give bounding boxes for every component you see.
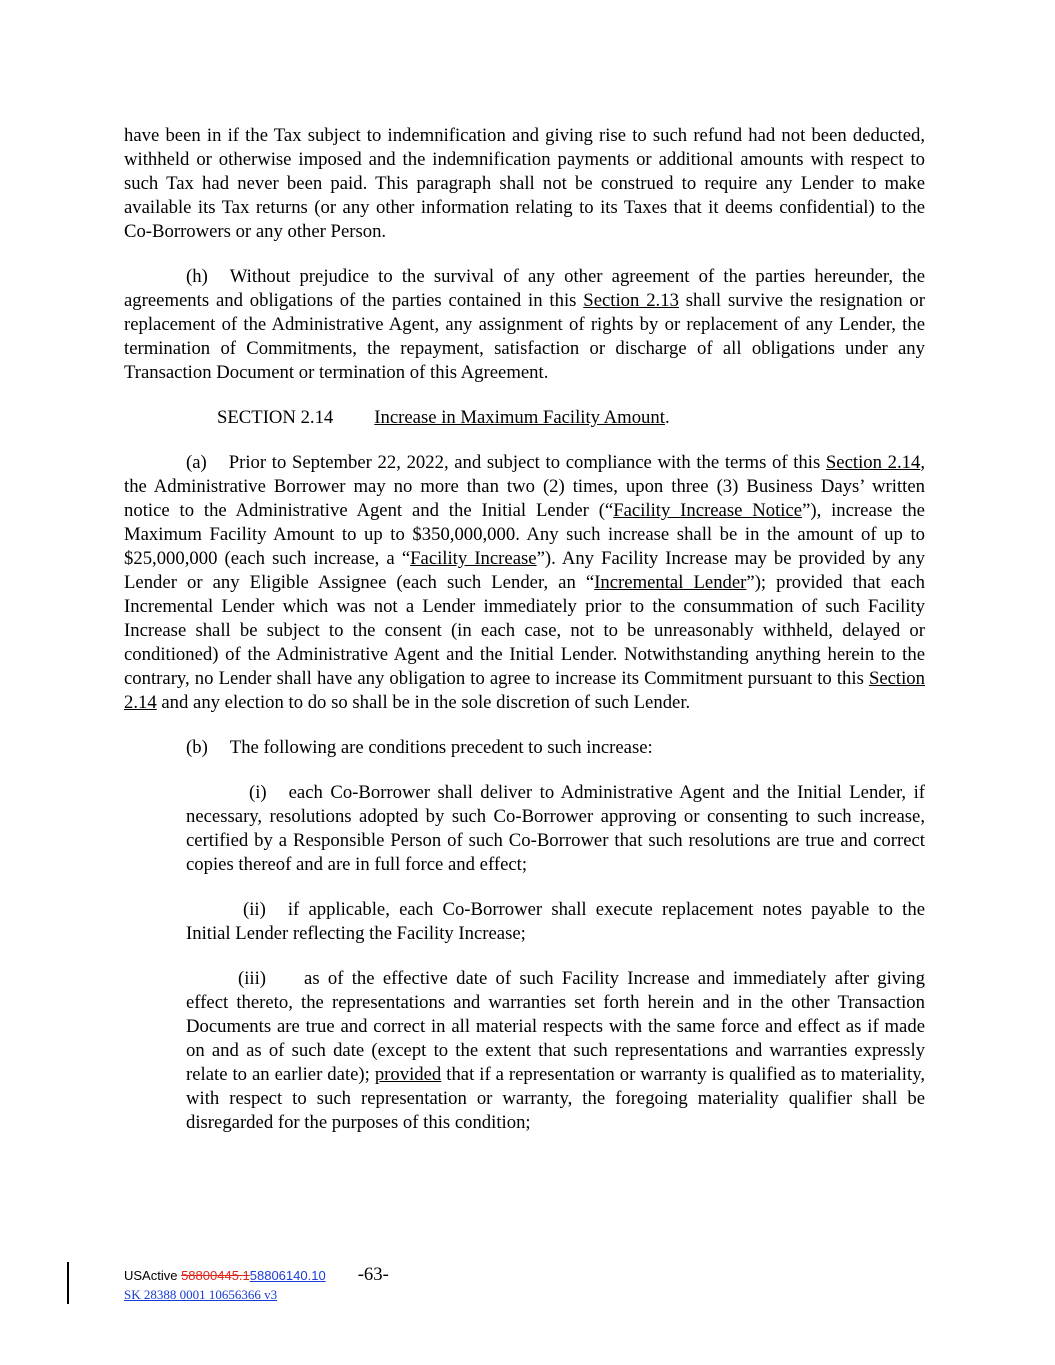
defined-term-facility-increase: Facility Increase: [410, 548, 537, 569]
section-heading: SECTION 2.14 Increase in Maximum Facility Amount.: [217, 407, 670, 428]
paragraph-b: (b) The following are conditions precedent to such increase:: [186, 737, 653, 758]
deleted-doc-number: 58800445.1: [181, 1268, 250, 1283]
footer-doc-line: [124, 1265, 389, 1286]
section-2-14-reference-2: Section 2.14: [124, 668, 925, 713]
paragraph-ii-label: (ii): [243, 899, 266, 920]
paragraph-iii: (iii) as of the effective date of such Facility Increase and immediately after giving effect thereto, the representations and warranties set forth herein and in the other Transaction Documents are true and correct in all material respects with the same force and effect as if made on and as of such date (except to the extent that such representations and warranties expressly relate to an earlier date); provided that if a representation or warranty is qualified as to materiality, with respect to such representation or warranty, the foregoing materiality qualifier shall be disregarded for the purposes of this condition;: [186, 968, 925, 1133]
paragraph-a-label: (a): [186, 452, 207, 473]
paragraph-ii: (ii) if applicable, each Co-Borrower shall execute replacement notes payable to the Initial Lender reflecting the Facility Increase;: [186, 899, 925, 944]
page-footer: [124, 1265, 389, 1304]
paragraph-h-label: (h): [186, 266, 208, 287]
defined-term-facility-increase-notice: Facility Increase Notice: [613, 500, 803, 521]
inserted-doc-number: 58806140.10: [249, 1268, 326, 1283]
defined-term-incremental-lender: Incremental Lender: [594, 572, 747, 593]
paragraph-intro: have been in if the Tax subject to indemnification and giving rise to such refund had not been deducted, withheld or otherwise imposed and the indemnification payments or additional amounts with respect to such Tax had never been paid. This paragraph shall not be construed to require any Lender to make available its Tax returns (or any other information relating to its Taxes that it deems confidential) to the Co-Borrowers or any other Person.: [124, 125, 925, 242]
provided-term: provided: [374, 1064, 442, 1085]
change-bar: [67, 1262, 69, 1304]
paragraph-a: (a) Prior to September 22, 2022, and subject to compliance with the terms of this Section 2.14, the Administrative Borrower may no more than two (2) times, upon three (3) Business Days’ written notice to the Administrative Agent and the Initial Lender (“Facility Increase Notice”), increase the Maximum Facility Amount to up to $350,000,000. Any such increase shall be in the amount of up to $25,000,000 (each such increase, a “Facility Increase”). Any Facility Increase may be provided by any Lender or any Eligible Assignee (each such Lender, an “Incremental Lender”); provided that each Incremental Lender which was not a Lender immediately prior to the consummation of such Facility Increase shall be subject to the consent (in each case, not to be unreasonably withheld, delayed or conditioned) of the Administrative Agent and the Initial Lender. Notwithstanding anything herein to the contrary, no Lender shall have any obligation to agree to increase its Commitment pursuant to this Section 2.14 and any election to do so shall be in the sole discretion of such Lender.: [124, 452, 925, 713]
paragraph-i-label: (i): [249, 782, 267, 803]
page-number: -63-: [357, 1264, 389, 1285]
section-number: SECTION 2.14: [217, 407, 334, 428]
section-2-14-reference: Section 2.14: [825, 452, 921, 473]
paragraph-i: (i) each Co-Borrower shall deliver to Administrative Agent and the Initial Lender, if necessary, resolutions adopted by such Co-Borrower approving or consenting to such increase, certified by a Responsible Person of such Co-Borrower that such resolutions are true and correct copies thereof and are in full force and effect;: [186, 782, 925, 875]
paragraph-b-label: (b): [186, 737, 208, 758]
paragraph-h: (h) Without prejudice to the survival of any other agreement of the parties hereunder, the agreements and obligations of the parties contained in this Section 2.13 shall survive the resignation or replacement of the Administrative Agent, any assignment of rights by or replacement of any Lender, the termination of Commitments, the repayment, satisfaction or discharge of all obligations under any Transaction Document or termination of this Agreement.: [124, 266, 925, 383]
document-body: [124, 124, 925, 1156]
section-title: Increase in Maximum Facility Amount: [374, 407, 665, 428]
footer-doc-id: SK 28388 0001 10656366 v3: [124, 1287, 278, 1302]
section-2-13-reference: Section 2.13: [583, 290, 679, 311]
footer-prefix: USActive: [124, 1268, 182, 1283]
paragraph-iii-label: (iii): [238, 968, 267, 989]
